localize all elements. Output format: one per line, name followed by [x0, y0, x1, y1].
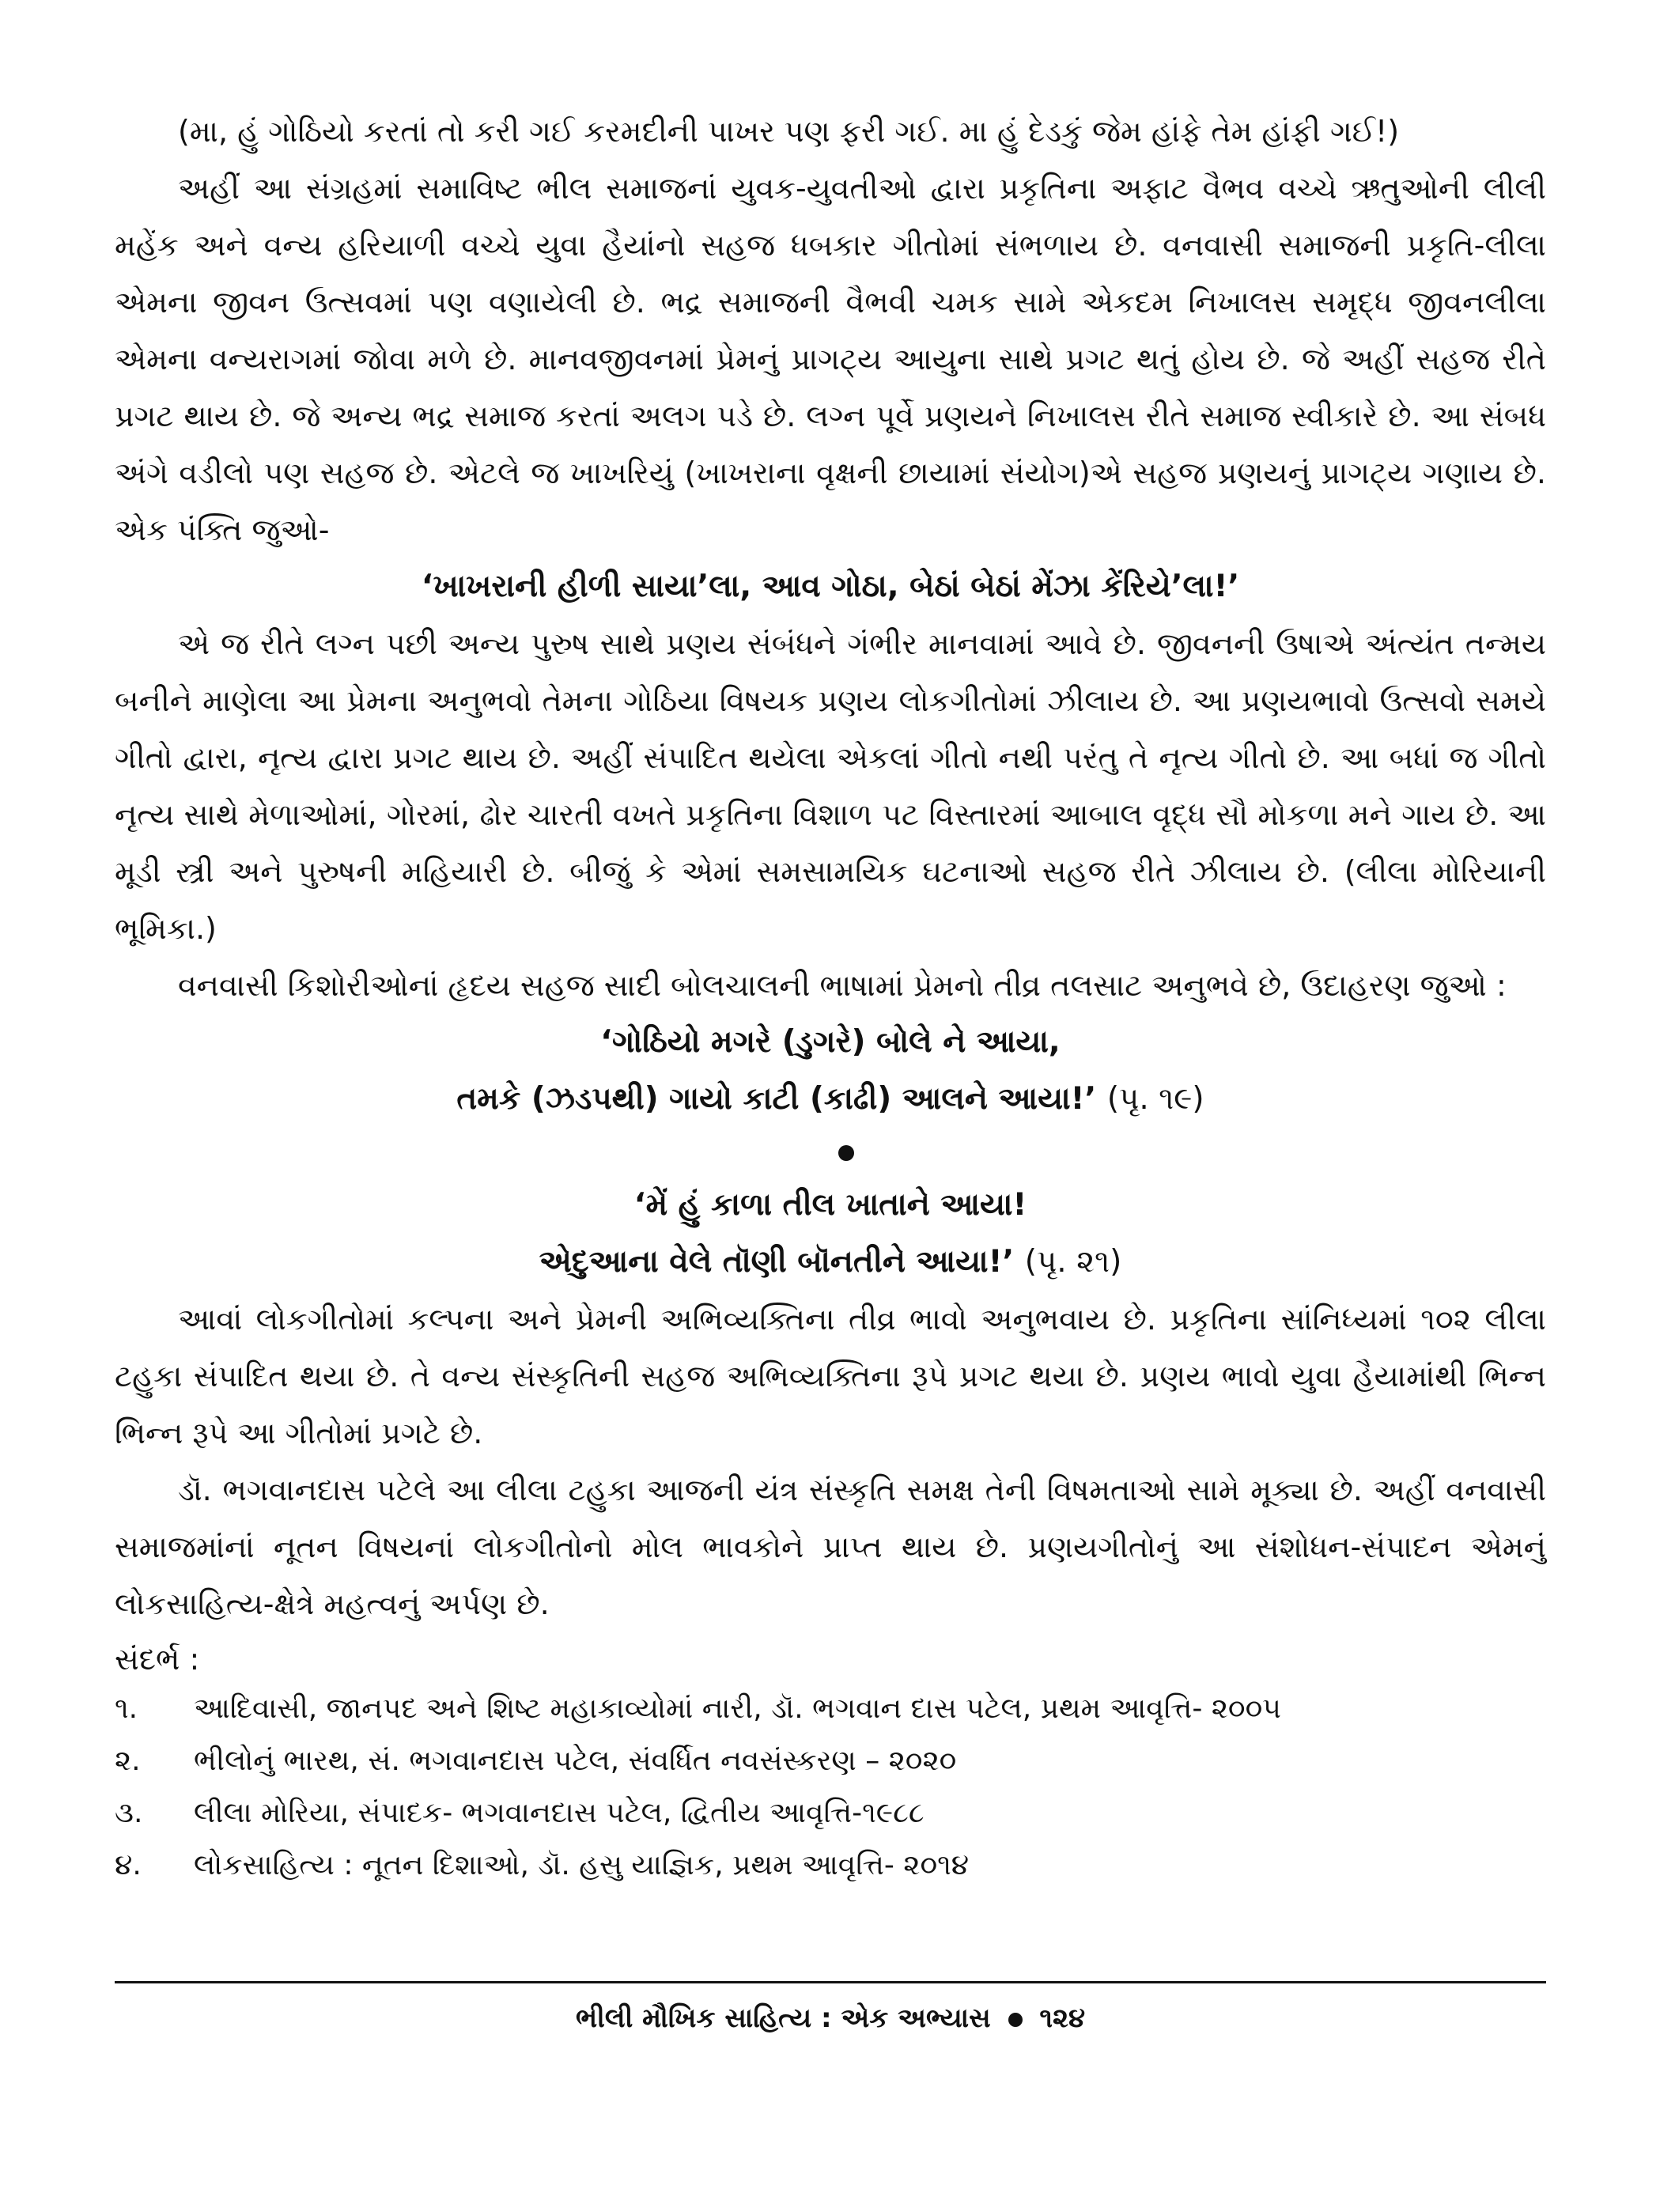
- reference-number: ૪.: [115, 1849, 142, 1881]
- quote-line-text: એદુઆના વેલે તૉણી બૉનતીને આયા!’: [539, 1244, 1015, 1280]
- paragraph-kishori: વનવાસી કિશોરીઓનાં હૃદય સહજ સાદી બોલચાલની ભાષામાં પ્રેમનો તીવ્ર તલસાટ અનુભવે છે, ઉદાહરણ જુઓ :: [178, 968, 1507, 1003]
- quote-line-text: તમકે (ઝડપથી) ગાયો કાટી (કાઢી) આલને આયા!’: [456, 1081, 1097, 1117]
- paragraph-marriage: એ જ રીતે લગ્ન પછી અન્ય પુરુષ સાથે પ્રણય સંબંધને ગંભીર માનવામાં આવે છે. જીવનની ઉષાએ અંત્યંત તન્મય બનીને માણેલા આ પ્રેમના અનુભવો તેમના ગોઠિયા વિષયક પ્રણય લોકગીતોમાં ઝીલાય છે. આ પ્રણયભાવો ઉત્સવો સમયે ગીતો દ્વારા, નૃત્ય દ્વારા પ્રગટ થાય છે. અહીં સંપાદિત થયેલા એકલાં ગીતો નથી પરંતુ તે નૃત્ય ગીતો છે. આ બધાં જ ગીતો નૃત્ય સાથે મેળાઓમાં, ગોરમાં, ઢોર ચારતી વખતે પ્રકૃતિના વિશાળ પટ વિસ્તારમાં આબાલ વૃદ્ધ સૌ મોકળા મને ગાય છે. આ મૂડી સ્ત્રી અને પુરુષની મહિયારી છે. બીજું કે એમાં સમસામયિક ઘટનાઓ સહજ રીતે ઝીલાય છે. (લીલા મોરિયાની ભૂમિકા.): [115, 626, 1546, 946]
- footer-page-number: ૧૨૪: [1039, 2002, 1086, 2034]
- page-reference: (પૃ. ૨૧): [1024, 1244, 1122, 1280]
- references-heading: સંદર્ભ :: [115, 1642, 200, 1677]
- reference-text: લીલા મોરિયા, સંપાદક- ભગવાનદાસ પટેલ, દ્વિતીય આવૃત્તિ-૧૯૮૮: [194, 1797, 925, 1829]
- reference-text: ભીલોનું ભારથ, સં. ભગવાનદાસ પટેલ, સંવર્ધિત નવસંસ્કરણ – ૨૦૨૦: [194, 1745, 957, 1777]
- reference-text: આદિવાસી, જાનપદ અને શિષ્ટ મહાકાવ્યોમાં નારી, ડૉ. ભગવાન દાસ પટેલ, પ્રથમ આવૃત્તિ- ૨૦૦૫: [194, 1692, 1281, 1725]
- reference-item: [115, 1787, 1546, 1840]
- quote-line: ‘ગોઠિયો મગરે (ડુગરે) બોલે ને આયા,: [600, 1024, 1061, 1060]
- reference-item: [115, 1840, 1546, 1892]
- quote-khakhra: ‘ખાખરાની હીળી સાયા’લા, આવ ગોઠા, બેઠાં બેઠાં મેંઝા કેંરિયે’લા!’: [421, 569, 1240, 604]
- quote-block-godhiyo: [115, 1014, 1546, 1128]
- bullet-icon: [1008, 2013, 1023, 2027]
- footer-divider: [115, 1981, 1546, 1983]
- quote-line: [115, 1234, 1546, 1291]
- page-footer: [115, 2002, 1546, 2034]
- separator: [115, 1128, 1546, 1177]
- reference-item: [115, 1735, 1546, 1787]
- reference-number: ૧.: [115, 1692, 138, 1725]
- reference-number: ૨.: [115, 1745, 141, 1777]
- footer-book-title: ભીલી મૌખિક સાહિત્ય : એક અભ્યાસ: [575, 2002, 991, 2034]
- references-list: [115, 1683, 1546, 1892]
- quote-line: ‘મેં હું કાળા તીલ ખાતાને આયા!: [633, 1187, 1027, 1223]
- paragraph-intro: અહીં આ સંગ્રહમાં સમાવિષ્ટ ભીલ સમાજનાં યુવક-યુવતીઓ દ્વારા પ્રકૃતિના અફાટ વૈભવ વચ્ચે ઋતુઓની લીલી મહેંક અને વન્ય હરિયાળી વચ્ચે યુવા હૈયાંનો સહજ ધબકાર ગીતોમાં સંભળાય છે. વનવાસી સમાજની પ્રકૃતિ-લીલા એમના જીવન ઉત્સવમાં પણ વણાયેલી છે. ભદ્ર સમાજની વૈભવી ચમક સામે એકદમ નિખાલસ સમૃદ્ધ જીવનલીલા એમના વન્યરાગમાં જોવા મળે છે. માનવજીવનમાં પ્રેમનું પ્રાગટ્ય આયુના સાથે પ્રગટ થતું હોય છે. જે અહીં સહજ રીતે પ્રગટ થાય છે. જે અન્ય ભદ્ર સમાજ કરતાં અલગ પડે છે. લગ્ન પૂર્વે પ્રણયને નિખાલસ રીતે સમાજ સ્વીકારે છે. આ સંબધ અંગે વડીલો પણ સહજ છે. એટલે જ ખાખરિયું (ખાખરાના વૃક્ષની છાયામાં સંયોગ)એ સહજ પ્રણયનું પ્રાગટ્ય ગણાય છે. એક પંક્તિ જુઓ-: [115, 171, 1546, 547]
- reference-number: ૩.: [115, 1797, 143, 1829]
- paragraph-conclusion: ડૉ. ભગવાનદાસ પટેલે આ લીલા ટહુકા આજની યંત્ર સંસ્કૃતિ સમક્ષ તેની વિષમતાઓ સામે મૂક્યા છે. અહીં વનવાસી સમાજમાંનાં નૂતન વિષયનાં લોકગીતોનો મોલ ભાવકોને પ્રાપ્ત થાય છે. પ્રણયગીતોનું આ સંશોધન-સંપાદન એમનું લોકસાહિત્ય-ક્ષેત્રે મહત્વનું અર્પણ છે.: [115, 1473, 1546, 1621]
- paragraph-expression: આવાં લોકગીતોમાં કલ્પના અને પ્રેમની અભિવ્યક્તિના તીવ્ર ભાવો અનુભવાય છે. પ્રકૃતિના સાંનિધ્યમાં ૧૦૨ લીલા ટહુકા સંપાદિત થયા છે. તે વન્ય સંસ્કૃતિની સહજ અભિવ્યક્તિના રૂપે પ્રગટ થયા છે. પ્રણય ભાવો યુવા હૈયામાંથી ભિન્ન ભિન્ન રૂપે આ ગીતોમાં પ્રગટે છે.: [115, 1302, 1546, 1450]
- reference-item: [115, 1683, 1546, 1735]
- quote-line: [115, 1071, 1546, 1128]
- page-reference: (પૃ. ૧૯): [1106, 1081, 1204, 1117]
- quote-block-til: [115, 1177, 1546, 1291]
- reference-text: લોકસાહિત્ય : નૂતન દિશાઓ, ડૉ. હસુ યાજ્ઞિક, પ્રથમ આવૃત્તિ- ૨૦૧૪: [194, 1849, 970, 1881]
- paragraph-translation: (મા, હું ગોઠિયો કરતાં તો કરી ગઈ કરમદીની પાખર પણ ફરી ગઈ. મા હું દેડકું જેમ હાંફે તેમ હાંફી ગઈ!): [178, 114, 1400, 149]
- bullet-separator-icon: [838, 1145, 854, 1161]
- page-body: [115, 103, 1546, 1892]
